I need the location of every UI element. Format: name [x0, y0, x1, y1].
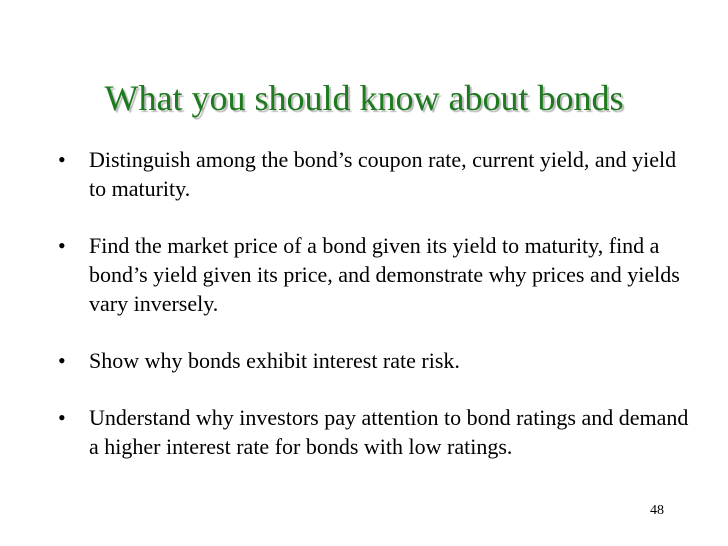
bullet-text: Understand why investors pay attention to bond ratings and demand a higher interest rate for bonds with low ratings. [89, 405, 689, 459]
bullet-item [58, 346, 698, 375]
bullet-item [58, 231, 698, 318]
bullet-text: Show why bonds exhibit interest rate risk. [89, 348, 460, 373]
bullet-dot-icon: • [58, 233, 66, 258]
bullet-dot-icon: • [58, 147, 66, 172]
bullet-item [58, 403, 698, 461]
page-number: 48 [650, 503, 664, 518]
bullet-text: Find the market price of a bond given its yield to maturity, find a bond’s yield given its price, and demonstrate why prices and yields vary inversely. [89, 233, 680, 316]
bullet-item [58, 145, 698, 203]
bullet-text: Distinguish among the bond’s coupon rate, current yield, and yield to maturity. [89, 147, 677, 201]
bullet-dot-icon: • [58, 405, 66, 430]
bullet-dot-icon: • [58, 348, 66, 373]
slide-title: What you should know about bonds [104, 78, 624, 118]
bullet-list [58, 145, 698, 461]
